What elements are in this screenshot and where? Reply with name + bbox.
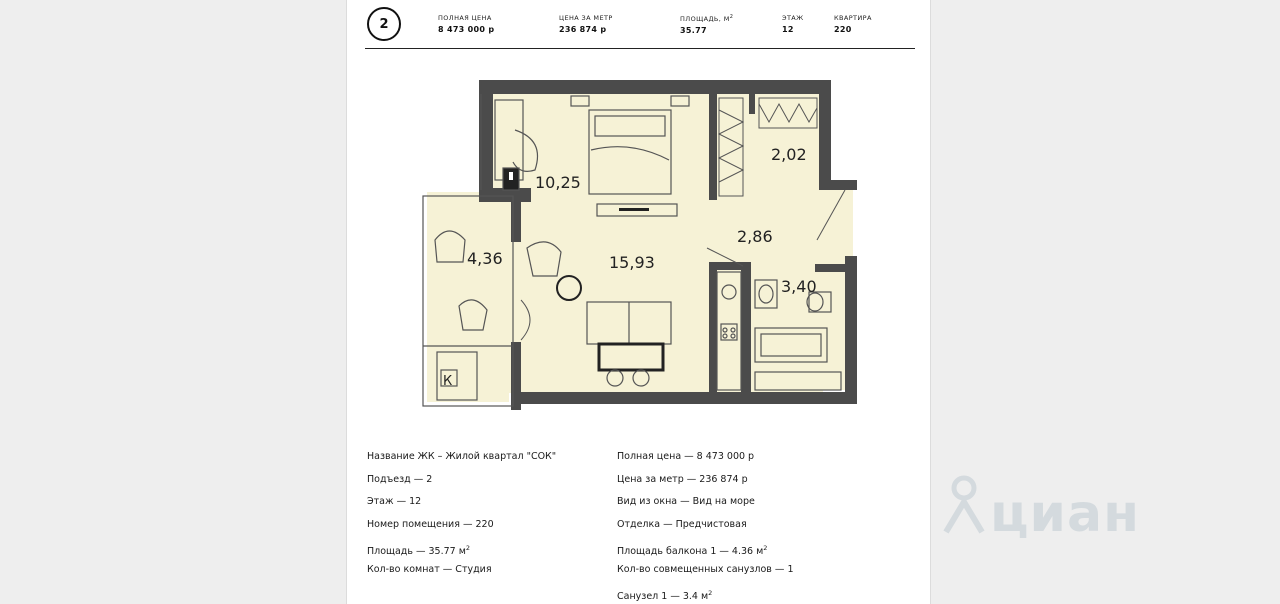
detail-row (367, 542, 556, 565)
detail-sup: 2 (708, 589, 713, 598)
area-label-room-a: 10,25 (535, 173, 581, 192)
stat-label: КВАРТИРА (834, 14, 872, 22)
area-label-bathroom: 3,40 (781, 277, 817, 296)
stat-label (680, 14, 733, 23)
stat-apartment (834, 14, 872, 34)
stat-value: 12 (782, 25, 794, 34)
stat-price-per-meter (559, 14, 613, 34)
detail-row: Название ЖК – Жилой квартал "СОК" (367, 451, 557, 462)
details-right-column (617, 451, 794, 604)
ac-label: К (443, 374, 453, 389)
detail-row: Подъезд — 2 (367, 473, 433, 485)
detail-row: Этаж — 12 (367, 496, 422, 508)
detail-text: Площадь — 35.77 м (367, 545, 466, 557)
stat-value: 220 (834, 25, 852, 34)
stat-floor (782, 14, 804, 34)
details-left-column (367, 451, 556, 587)
stat-value: 236 874 р (559, 25, 607, 34)
detail-text: Санузел 1 — 3.4 м (617, 591, 709, 603)
entrance-badge (367, 7, 401, 41)
stat-value: 35.77 (680, 26, 707, 36)
detail-sup: 2 (763, 543, 768, 552)
area-label-room-b: 15,93 (609, 253, 655, 272)
stat-area (680, 14, 733, 35)
detail-row: Номер помещения — 220 (367, 519, 494, 531)
cian-watermark (942, 462, 1162, 562)
area-label-hall: 2,86 (737, 227, 773, 246)
stat-label: ЦЕНА ЗА МЕТР (559, 14, 613, 22)
detail-row: Кол-во совмещенных санузлов — 1 (617, 564, 794, 576)
stat-label: ПОЛНАЯ ЦЕНА (438, 14, 492, 22)
detail-text: Площадь балкона 1 — 4.36 м (617, 545, 764, 557)
watermark-text: циан (990, 484, 1140, 544)
stat-label: ЭТАЖ (782, 14, 804, 22)
detail-row: Кол-во комнат — Студия (367, 564, 492, 576)
detail-row: Полная цена — 8 473 000 р (617, 451, 755, 462)
detail-sup: 2 (465, 543, 471, 552)
stat-full-price (438, 14, 494, 34)
stat-label-sup: 2 (729, 14, 734, 20)
detail-row: Цена за метр — 236 874 р (617, 473, 748, 485)
detail-row (617, 542, 794, 565)
floor-plan (419, 80, 859, 410)
header-divider (365, 48, 915, 49)
document-page (346, 0, 931, 604)
stat-label-text: ПЛОЩАДЬ, М (680, 15, 730, 24)
detail-row (617, 587, 794, 604)
entrance-number: 2 (379, 16, 389, 32)
area-label-wardrobe: 2,02 (771, 145, 807, 164)
detail-row: Отделка — Предчистовая (617, 519, 747, 531)
cian-logo-icon (942, 472, 992, 542)
detail-row: Вид из окна — Вид на море (617, 496, 755, 508)
stat-value: 8 473 000 р (438, 25, 495, 34)
area-label-balcony: 4,36 (467, 249, 503, 268)
